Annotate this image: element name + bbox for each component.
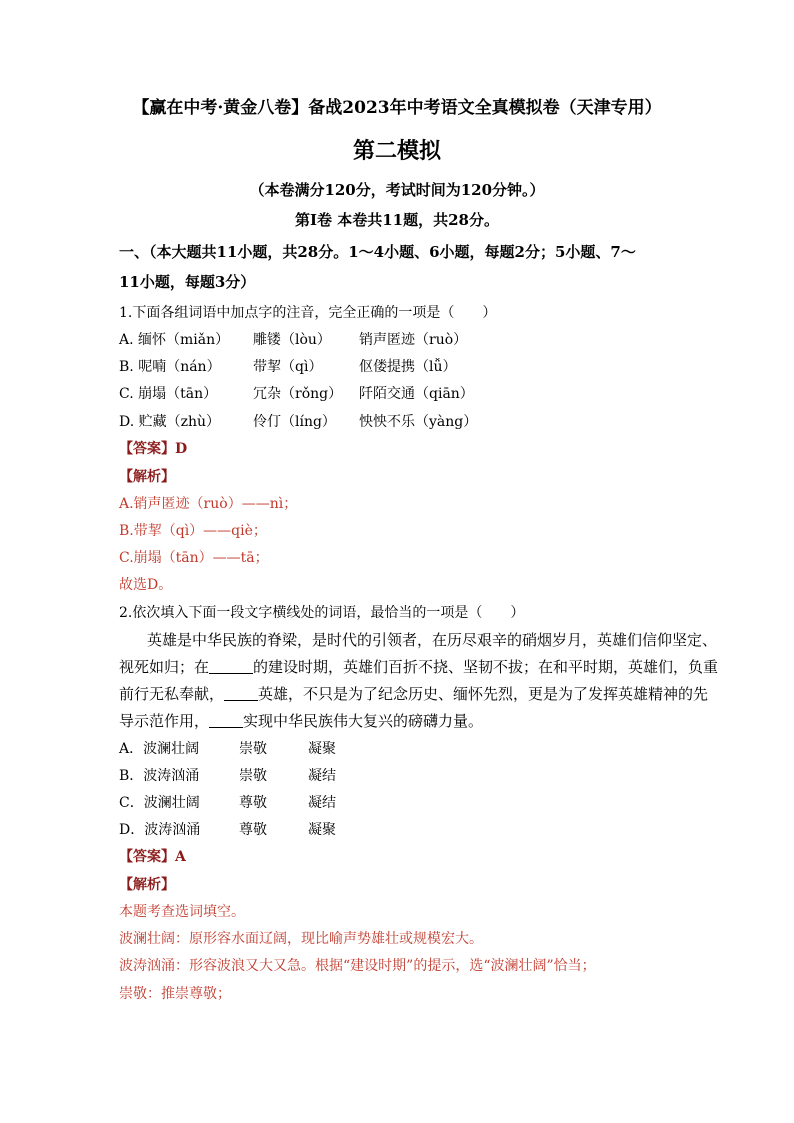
q1-option-a-part2: 雕镂（lòu） <box>253 332 331 348</box>
q2-analysis-line: 波澜壮阔：原形容水面辽阔，现比喻声势雄壮或规模宏大。 <box>119 931 483 947</box>
q2-option-a <box>119 739 336 759</box>
section-heading-line2: 11小题，每题3分） <box>119 273 256 291</box>
q2-option-d-part1: D．波涛汹涌 <box>119 822 201 838</box>
document-subtitle: 第二模拟 <box>352 138 441 164</box>
q2-passage-text: 的建设时期，英雄们百折不挠、坚韧不拔；在和平时期，英雄们，负重 <box>253 658 719 676</box>
q2-passage-line1: 英雄是中华民族的脊梁，是时代的引领者，在历尽艰辛的硝烟岁月，英雄们信仰坚定、 <box>147 631 718 649</box>
q1-option-c-part3: 阡陌交通（qiān） <box>359 386 474 402</box>
q2-analysis-line: 波涛汹涌：形容波浪又大又急。根据“建设时期”的提示，选“波澜壮阔”恰当； <box>119 958 596 974</box>
q2-option-c-part3: 凝结 <box>308 795 336 811</box>
q1-analysis-line: C.崩塌（tān）——tā； <box>119 550 269 566</box>
q2-analysis-line: 本题考查选词填空。 <box>119 904 245 920</box>
q2-option-d-part3: 凝聚 <box>308 822 336 838</box>
q1-analysis-label: 【解析】 <box>119 469 175 485</box>
q1-option-b <box>119 357 457 377</box>
q1-option-b-part3: 伛偻提携（lǚ） <box>359 359 457 375</box>
q1-option-b-part1: B. 呢喃（nán） <box>119 359 221 375</box>
q2-option-c-part2: 尊敬 <box>239 795 267 811</box>
document-title: 【赢在中考·黄金八卷】备战2023年中考语文全真模拟卷（天津专用） <box>132 98 662 118</box>
q2-passage-line4 <box>119 711 483 731</box>
q2-option-c <box>119 793 336 813</box>
q1-option-c-part2: 冗杂（rǒng） <box>253 386 343 402</box>
q1-option-d-part2: 伶仃（líng） <box>253 414 336 430</box>
q1-analysis-line: B.带挈（qì）——qiè； <box>119 523 267 539</box>
q2-option-c-part1: C．波澜壮阔 <box>119 795 200 811</box>
q2-option-a-part2: 崇敬 <box>239 741 267 757</box>
q2-option-d-part2: 尊敬 <box>239 822 267 838</box>
q1-option-c <box>119 384 474 404</box>
q1-stem: 1.下面各组词语中加点字的注音，完全正确的一项是（ ） <box>119 305 497 321</box>
q2-analysis-line: 崇敬：推崇尊敬； <box>119 986 231 1002</box>
q2-option-a-part1: A．波澜壮阔 <box>119 741 200 757</box>
q2-passage-line3 <box>119 684 708 704</box>
q1-option-a-part1: A. 缅怀（miǎn） <box>119 332 230 348</box>
section-heading-line1: 一、（本大题共11小题，共28分。1～4小题、6小题，每题2分；5小题、7～ <box>119 243 636 261</box>
q1-option-d <box>119 412 477 432</box>
q2-option-b-part3: 凝结 <box>308 768 336 784</box>
q1-answer: 【答案】D <box>119 441 188 457</box>
q2-option-b-part2: 崇敬 <box>239 768 267 784</box>
q2-passage-text: 前行无私奉献， <box>119 685 225 703</box>
q1-option-c-part1: C. 崩塌（tān） <box>119 386 218 402</box>
q1-option-d-part1: D. 贮藏（zhù） <box>119 414 221 430</box>
q2-passage-text: 英雄，不只是为了纪念历史、缅怀先烈，更是为了发挥英雄精神的先 <box>258 685 709 703</box>
q2-passage-text: 导示范作用， <box>119 712 210 730</box>
q2-option-a-part3: 凝聚 <box>308 741 336 757</box>
volume-info: 第Ⅰ卷 本卷共11题，共28分。 <box>295 211 499 229</box>
q1-option-a-part3: 销声匿迹（ruò） <box>359 332 468 348</box>
q1-option-d-part3: 怏怏不乐（yàng） <box>359 414 478 430</box>
q2-answer: 【答案】A <box>119 849 186 865</box>
exam-info: （本卷满分120分，考试时间为120分钟。） <box>249 181 545 199</box>
q2-blank-2 <box>224 686 258 701</box>
q2-blank-1 <box>209 659 253 674</box>
q2-option-d <box>119 820 336 840</box>
q2-analysis-label: 【解析】 <box>119 877 175 893</box>
q2-stem: 2.依次填入下面一段文字横线处的词语，最恰当的一项是（ ） <box>119 605 525 621</box>
q2-option-b <box>119 766 336 786</box>
q2-passage-line2 <box>119 657 718 677</box>
q1-option-a <box>119 330 467 350</box>
q2-blank-3 <box>209 713 243 728</box>
q2-passage-text: 视死如归；在 <box>119 658 210 676</box>
q1-option-b-part2: 带挈（qì） <box>253 359 323 375</box>
q2-passage-text: 实现中华民族伟大复兴的磅礴力量。 <box>243 712 484 730</box>
q1-analysis-line: A.销声匿迹（ruò）——nì； <box>119 496 298 512</box>
q2-option-b-part1: B．波涛汹涌 <box>119 768 200 784</box>
q1-analysis-line: 故选D。 <box>119 577 173 593</box>
